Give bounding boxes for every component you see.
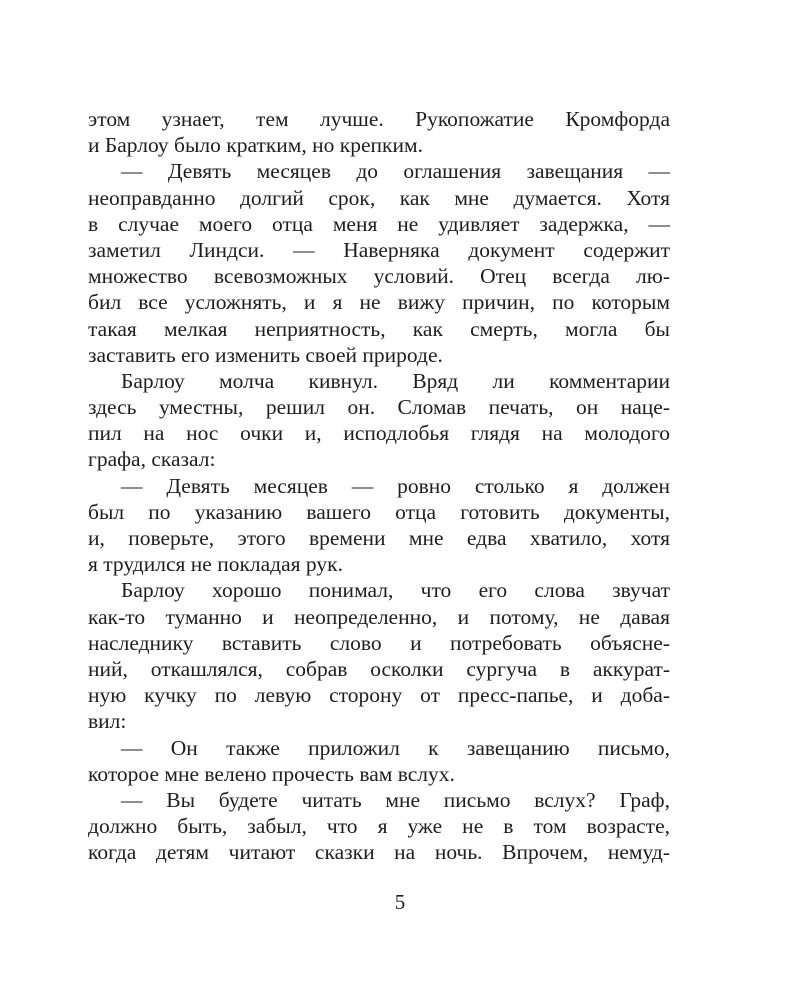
text-line: был по указанию вашего отца готовить документы, (88, 499, 670, 524)
text-line: Барлоу молча кивнул. Вряд ли комментарии (121, 368, 670, 393)
text-line: — Девять месяцев — ровно столько я должен (121, 473, 670, 498)
text-line: здесь уместны, решил он. Сломав печать, он наце- (88, 395, 670, 420)
text-line: пил на нос очки и, исподлобья глядя на молодого (88, 421, 670, 446)
text-line: и Барлоу было кратким, но крепким. (88, 133, 423, 158)
page-number: 5 (394, 890, 406, 914)
text-line: в случае моего отца меня не удивляет задержка, — (88, 211, 670, 236)
body-text (88, 106, 670, 865)
text-line: Барлоу хорошо понимал, что его слова звучат (121, 578, 670, 603)
text-line: неоправданно долгий срок, как мне думается. Хотя (88, 185, 670, 210)
text-line: — Девять месяцев до оглашения завещания — (121, 159, 670, 184)
text-line: ний, откашлялся, собрав осколки сургуча в аккурат- (88, 656, 670, 681)
text-line: бил все усложнять, и я не вижу причин, по которым (88, 290, 670, 315)
text-line: — Он также приложил к завещанию письмо, (121, 735, 670, 760)
text-line: этом узнает, тем лучше. Рукопожатие Кромфорда (88, 107, 670, 131)
text-line: — Вы будете читать мне письмо вслух? Граф, (121, 787, 670, 812)
text-line: множество всевозможных условий. Отец всегда лю- (88, 264, 670, 289)
text-line: графа, сказал: (88, 447, 216, 472)
text-line: которое мне велено прочесть вам вслух. (88, 761, 455, 786)
text-line: как-то туманно и неопределенно, и потому, не давая (88, 604, 670, 629)
text-line: такая мелкая неприятность, как смерть, могла бы (88, 316, 670, 341)
text-line: и, поверьте, этого времени мне едва хватило, хотя (88, 526, 670, 550)
text-line: вил: (88, 709, 127, 734)
text-line: я трудился не покладая рук. (88, 552, 343, 577)
text-line: заставить его изменить своей природе. (88, 342, 443, 367)
text-line: заметил Линдси. — Наверняка документ содержит (88, 237, 670, 262)
text-line: наследнику вставить слово и потребовать объясне- (88, 630, 670, 655)
text-line: ную кучку по левую сторону от пресс-папье, и доба- (88, 683, 670, 708)
text-line: должно быть, забыл, что я уже не в том возрасте, (88, 814, 670, 839)
text-line: когда детям читают сказки на ночь. Впрочем, немуд- (88, 840, 670, 865)
